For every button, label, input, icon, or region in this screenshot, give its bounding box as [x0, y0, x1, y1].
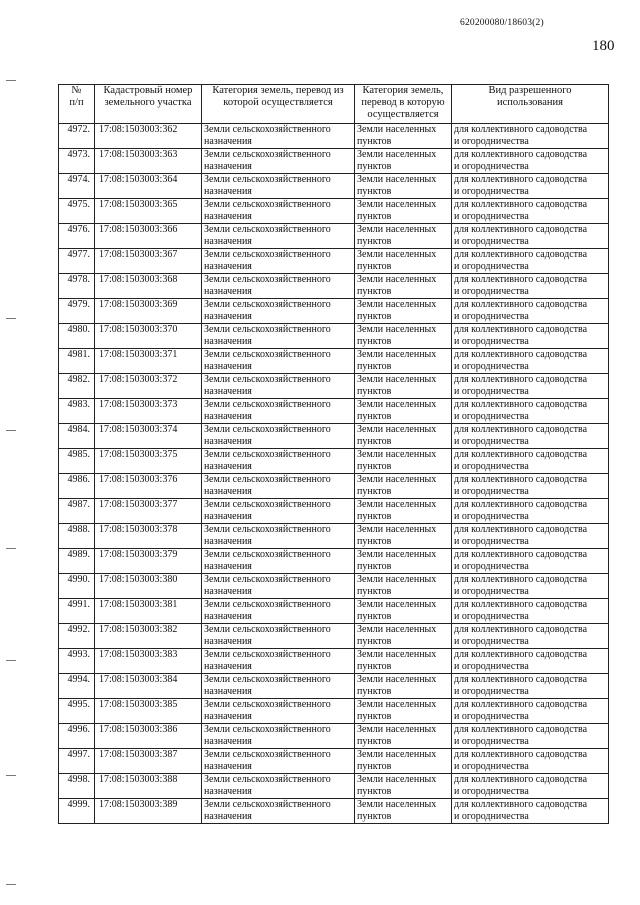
- land-parcel-table: [58, 84, 609, 824]
- row-number: 4998.: [59, 774, 95, 799]
- category-to: Земли населенных пунктов: [355, 749, 452, 774]
- table-row: [59, 724, 609, 749]
- category-to: Земли населенных пунктов: [355, 224, 452, 249]
- table-row: [59, 124, 609, 149]
- permitted-use: для коллективного садоводства и огородничества: [452, 724, 609, 749]
- category-from: Земли сельскохозяйственного назначения: [202, 299, 355, 324]
- table-row: [59, 274, 609, 299]
- category-from: Земли сельскохозяйственного назначения: [202, 574, 355, 599]
- row-number: 4989.: [59, 549, 95, 574]
- permitted-use: для коллективного садоводства и огородничества: [452, 449, 609, 474]
- permitted-use: для коллективного садоводства и огородничества: [452, 674, 609, 699]
- row-number: 4981.: [59, 349, 95, 374]
- table-row: [59, 674, 609, 699]
- category-from: Земли сельскохозяйственного назначения: [202, 524, 355, 549]
- category-to: Земли населенных пунктов: [355, 149, 452, 174]
- permitted-use: для коллективного садоводства и огородничества: [452, 549, 609, 574]
- permitted-use: для коллективного садоводства и огородничества: [452, 149, 609, 174]
- category-to: Земли населенных пунктов: [355, 174, 452, 199]
- category-from: Земли сельскохозяйственного назначения: [202, 349, 355, 374]
- cadastral-number: 17:08:1503003:380: [95, 574, 202, 599]
- permitted-use: для коллективного садоводства и огородничества: [452, 174, 609, 199]
- category-to: Земли населенных пунктов: [355, 799, 452, 824]
- scan-margin-mark: [6, 775, 16, 776]
- scan-margin-mark: [6, 80, 16, 81]
- row-number: 4987.: [59, 499, 95, 524]
- permitted-use: для коллективного садоводства и огородничества: [452, 274, 609, 299]
- cadastral-number: 17:08:1503003:379: [95, 549, 202, 574]
- row-number: 4982.: [59, 374, 95, 399]
- category-from: Земли сельскохозяйственного назначения: [202, 749, 355, 774]
- category-from: Земли сельскохозяйственного назначения: [202, 774, 355, 799]
- category-to: Земли населенных пунктов: [355, 524, 452, 549]
- permitted-use: для коллективного садоводства и огородничества: [452, 224, 609, 249]
- cadastral-number: 17:08:1503003:377: [95, 499, 202, 524]
- cadastral-number: 17:08:1503003:367: [95, 249, 202, 274]
- table-row: [59, 749, 609, 774]
- category-from: Земли сельскохозяйственного назначения: [202, 149, 355, 174]
- permitted-use: для коллективного садоводства и огородничества: [452, 599, 609, 624]
- table-row: [59, 324, 609, 349]
- cadastral-number: 17:08:1503003:378: [95, 524, 202, 549]
- scan-margin-mark: [6, 430, 16, 431]
- category-from: Земли сельскохозяйственного назначения: [202, 549, 355, 574]
- table-row: [59, 799, 609, 824]
- permitted-use: для коллективного садоводства и огородничества: [452, 574, 609, 599]
- table-row: [59, 399, 609, 424]
- category-from: Земли сельскохозяйственного назначения: [202, 674, 355, 699]
- permitted-use: для коллективного садоводства и огородничества: [452, 374, 609, 399]
- table-header-row: [59, 85, 609, 124]
- row-number: 4976.: [59, 224, 95, 249]
- category-to: Земли населенных пунктов: [355, 299, 452, 324]
- category-from: Земли сельскохозяйственного назначения: [202, 799, 355, 824]
- table-row: [59, 174, 609, 199]
- cadastral-number: 17:08:1503003:375: [95, 449, 202, 474]
- cadastral-number: 17:08:1503003:381: [95, 599, 202, 624]
- permitted-use: для коллективного садоводства и огородничества: [452, 524, 609, 549]
- category-from: Земли сельскохозяйственного назначения: [202, 499, 355, 524]
- category-to: Земли населенных пунктов: [355, 649, 452, 674]
- table-row: [59, 424, 609, 449]
- category-to: Земли населенных пунктов: [355, 399, 452, 424]
- col-header-permitted-use: Вид разрешенного использования: [452, 85, 609, 124]
- scan-margin-mark: [6, 318, 16, 319]
- category-from: Земли сельскохозяйственного назначения: [202, 474, 355, 499]
- cadastral-number: 17:08:1503003:382: [95, 624, 202, 649]
- cadastral-number: 17:08:1503003:372: [95, 374, 202, 399]
- category-from: Земли сельскохозяйственного назначения: [202, 374, 355, 399]
- permitted-use: для коллективного садоводства и огородничества: [452, 624, 609, 649]
- permitted-use: для коллективного садоводства и огородничества: [452, 249, 609, 274]
- cadastral-number: 17:08:1503003:383: [95, 649, 202, 674]
- category-to: Земли населенных пунктов: [355, 574, 452, 599]
- row-number: 4993.: [59, 649, 95, 674]
- cadastral-number: 17:08:1503003:371: [95, 349, 202, 374]
- permitted-use: для коллективного садоводства и огородничества: [452, 474, 609, 499]
- permitted-use: для коллективного садоводства и огородничества: [452, 124, 609, 149]
- table-row: [59, 149, 609, 174]
- cadastral-number: 17:08:1503003:369: [95, 299, 202, 324]
- scan-margin-mark: [6, 548, 16, 549]
- category-to: Земли населенных пунктов: [355, 249, 452, 274]
- row-number: 4992.: [59, 624, 95, 649]
- row-number: 4979.: [59, 299, 95, 324]
- document-id: 620200080/18603(2): [460, 18, 544, 28]
- row-number: 4984.: [59, 424, 95, 449]
- permitted-use: для коллективного садоводства и огородничества: [452, 749, 609, 774]
- category-to: Земли населенных пунктов: [355, 424, 452, 449]
- cadastral-number: 17:08:1503003:370: [95, 324, 202, 349]
- cadastral-number: 17:08:1503003:363: [95, 149, 202, 174]
- row-number: 4977.: [59, 249, 95, 274]
- category-from: Земли сельскохозяйственного назначения: [202, 624, 355, 649]
- row-number: 4995.: [59, 699, 95, 724]
- category-to: Земли населенных пунктов: [355, 449, 452, 474]
- row-number: 4975.: [59, 199, 95, 224]
- permitted-use: для коллективного садоводства и огородничества: [452, 499, 609, 524]
- col-header-category-to: Категория земель, перевод в которую осуществляется: [355, 85, 452, 124]
- row-number: 4986.: [59, 474, 95, 499]
- permitted-use: для коллективного садоводства и огородничества: [452, 699, 609, 724]
- category-to: Земли населенных пунктов: [355, 349, 452, 374]
- category-from: Земли сельскохозяйственного назначения: [202, 199, 355, 224]
- table-row: [59, 649, 609, 674]
- table-row: [59, 524, 609, 549]
- category-to: Земли населенных пунктов: [355, 199, 452, 224]
- category-from: Земли сельскохозяйственного назначения: [202, 399, 355, 424]
- table-row: [59, 224, 609, 249]
- row-number: 4999.: [59, 799, 95, 824]
- row-number: 4972.: [59, 124, 95, 149]
- permitted-use: для коллективного садоводства и огородничества: [452, 349, 609, 374]
- category-to: Земли населенных пунктов: [355, 274, 452, 299]
- category-to: Земли населенных пунктов: [355, 724, 452, 749]
- category-to: Земли населенных пунктов: [355, 624, 452, 649]
- table-row: [59, 599, 609, 624]
- cadastral-number: 17:08:1503003:366: [95, 224, 202, 249]
- table-row: [59, 199, 609, 224]
- row-number: 4997.: [59, 749, 95, 774]
- category-from: Земли сельскохозяйственного назначения: [202, 599, 355, 624]
- table-row: [59, 449, 609, 474]
- category-to: Земли населенных пунктов: [355, 124, 452, 149]
- col-header-category-from: Категория земель, перевод из которой осуществляется: [202, 85, 355, 124]
- cadastral-number: 17:08:1503003:365: [95, 199, 202, 224]
- table-row: [59, 549, 609, 574]
- cadastral-number: 17:08:1503003:386: [95, 724, 202, 749]
- category-from: Земли сельскохозяйственного назначения: [202, 249, 355, 274]
- category-to: Земли населенных пунктов: [355, 674, 452, 699]
- cadastral-number: 17:08:1503003:374: [95, 424, 202, 449]
- category-to: Земли населенных пунктов: [355, 324, 452, 349]
- cadastral-number: 17:08:1503003:384: [95, 674, 202, 699]
- category-from: Земли сельскохозяйственного назначения: [202, 699, 355, 724]
- category-from: Земли сельскохозяйственного назначения: [202, 324, 355, 349]
- cadastral-number: 17:08:1503003:376: [95, 474, 202, 499]
- category-from: Земли сельскохозяйственного назначения: [202, 649, 355, 674]
- table-row: [59, 699, 609, 724]
- cadastral-number: 17:08:1503003:368: [95, 274, 202, 299]
- cadastral-number: 17:08:1503003:388: [95, 774, 202, 799]
- row-number: 4980.: [59, 324, 95, 349]
- table-row: [59, 574, 609, 599]
- scan-margin-mark: [6, 884, 16, 885]
- permitted-use: для коллективного садоводства и огородничества: [452, 324, 609, 349]
- row-number: 4994.: [59, 674, 95, 699]
- scan-margin-mark: [6, 660, 16, 661]
- table-row: [59, 349, 609, 374]
- row-number: 4990.: [59, 574, 95, 599]
- category-to: Земли населенных пунктов: [355, 774, 452, 799]
- table-row: [59, 624, 609, 649]
- category-from: Земли сельскохозяйственного назначения: [202, 224, 355, 249]
- row-number: 4973.: [59, 149, 95, 174]
- row-number: 4996.: [59, 724, 95, 749]
- row-number: 4978.: [59, 274, 95, 299]
- permitted-use: для коллективного садоводства и огородничества: [452, 399, 609, 424]
- page-number: 180: [592, 38, 615, 54]
- col-header-cadastral: Кадастровый номер земельного участка: [95, 85, 202, 124]
- cadastral-number: 17:08:1503003:364: [95, 174, 202, 199]
- permitted-use: для коллективного садоводства и огородничества: [452, 199, 609, 224]
- cadastral-number: 17:08:1503003:389: [95, 799, 202, 824]
- table-row: [59, 249, 609, 274]
- cadastral-number: 17:08:1503003:362: [95, 124, 202, 149]
- category-from: Земли сельскохозяйственного назначения: [202, 274, 355, 299]
- permitted-use: для коллективного садоводства и огородничества: [452, 799, 609, 824]
- category-to: Земли населенных пунктов: [355, 599, 452, 624]
- category-to: Земли населенных пунктов: [355, 374, 452, 399]
- table-row: [59, 474, 609, 499]
- category-to: Земли населенных пунктов: [355, 474, 452, 499]
- table-row: [59, 299, 609, 324]
- category-from: Земли сельскохозяйственного назначения: [202, 724, 355, 749]
- category-from: Земли сельскохозяйственного назначения: [202, 449, 355, 474]
- cadastral-number: 17:08:1503003:387: [95, 749, 202, 774]
- col-header-number: № п/п: [59, 85, 95, 124]
- category-from: Земли сельскохозяйственного назначения: [202, 174, 355, 199]
- table-row: [59, 374, 609, 399]
- row-number: 4991.: [59, 599, 95, 624]
- table-row: [59, 499, 609, 524]
- permitted-use: для коллективного садоводства и огородничества: [452, 649, 609, 674]
- category-from: Земли сельскохозяйственного назначения: [202, 424, 355, 449]
- category-to: Земли населенных пунктов: [355, 499, 452, 524]
- row-number: 4974.: [59, 174, 95, 199]
- permitted-use: для коллективного садоводства и огородничества: [452, 774, 609, 799]
- permitted-use: для коллективного садоводства и огородничества: [452, 424, 609, 449]
- permitted-use: для коллективного садоводства и огородничества: [452, 299, 609, 324]
- category-to: Земли населенных пунктов: [355, 549, 452, 574]
- category-from: Земли сельскохозяйственного назначения: [202, 124, 355, 149]
- cadastral-number: 17:08:1503003:385: [95, 699, 202, 724]
- row-number: 4983.: [59, 399, 95, 424]
- cadastral-number: 17:08:1503003:373: [95, 399, 202, 424]
- table-row: [59, 774, 609, 799]
- row-number: 4985.: [59, 449, 95, 474]
- row-number: 4988.: [59, 524, 95, 549]
- category-to: Земли населенных пунктов: [355, 699, 452, 724]
